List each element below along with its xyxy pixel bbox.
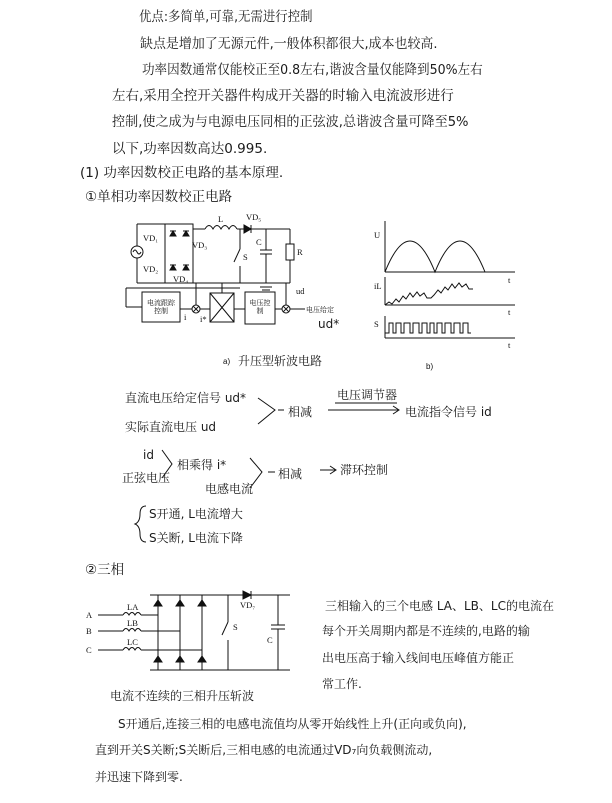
three-phase-caption: 电流不连续的三相升压斩波 xyxy=(110,689,255,703)
istar-signal-label: i* xyxy=(200,314,207,324)
flow1-op: 相减 xyxy=(288,405,313,419)
wave-t-label-1: t xyxy=(508,275,511,285)
flow2-id: id xyxy=(143,448,154,462)
la-label: LA xyxy=(127,602,139,612)
flow2-hysteresis: 滞环控制 xyxy=(340,463,389,477)
flow2-multiply: 相乘得 i* xyxy=(177,458,227,472)
flow1-output: 电流指令信号 id xyxy=(405,405,492,419)
switch-on-state: S开通, L电流增大 xyxy=(149,507,243,521)
wave-t-label-3: t xyxy=(508,340,511,350)
figure-b-caption: b) xyxy=(426,362,434,371)
wave-il-label: iL xyxy=(374,281,382,291)
vd1-label: VD₁ xyxy=(143,233,159,243)
wave-s-label: S xyxy=(374,319,379,329)
section-heading-1: (1) 功率因数校正电路的基本原理. xyxy=(80,165,284,181)
figure-a-handwritten-caption: 升压型斩波电路 xyxy=(238,354,323,368)
current-control-block-label: 电流跟踪控制 xyxy=(147,300,175,316)
vd3-label: VD₃ xyxy=(192,240,208,250)
vd7-label: VD₇ xyxy=(240,600,256,610)
text-line-p1-3: 功率因数通常仅能校正至0.8左右,谐波含量仅能降到50%左右 xyxy=(142,62,483,78)
vd5-label: VD₅ xyxy=(246,212,262,222)
lb-label: LB xyxy=(127,618,138,628)
bottom-line-2: 直到开关S关断;S关断后,三相电感的电流通过VD₇向负载侧流动, xyxy=(95,743,433,757)
flow2-inductor-current: 电感电流 xyxy=(205,482,254,496)
notes-right-2: 每个开关周期内都是不连续的,电路的输 xyxy=(322,624,530,638)
three-phase-capacitor-label: C xyxy=(267,635,273,645)
wave-t-label-2: t xyxy=(508,307,511,317)
bottom-line-3: 并迅速下降到零. xyxy=(95,770,183,784)
i-signal-label: i xyxy=(184,312,187,322)
three-phase-switch-label: S xyxy=(233,622,238,632)
wave-u-label: U xyxy=(374,230,381,240)
phase-b-label: B xyxy=(86,626,92,636)
phase-a-label: A xyxy=(86,610,93,620)
vd4-label: VD₄ xyxy=(173,274,189,284)
switch-off-state: S关断, L电流下降 xyxy=(149,531,243,545)
text-line-p1-1: 优点:多简单,可靠,无需进行控制 xyxy=(139,9,313,25)
inductor-label: L xyxy=(218,214,224,224)
flow2-sine-voltage: 正弦电压 xyxy=(122,471,171,485)
vd2-label: VD₂ xyxy=(143,264,159,274)
flow1-result: 电压调节器 xyxy=(337,388,398,402)
subsection-heading-single-phase: ①单相功率因数校正电路 xyxy=(85,189,233,205)
text-line-p1-6: 以下,功率因数高达0.995. xyxy=(112,141,268,157)
notes-right-4: 常工作. xyxy=(322,677,362,691)
notes-right-3: 出电压高于输入线间电压峰值方能正 xyxy=(322,651,515,665)
text-line-p1-4: 左右,采用全控开关器件构成开关器的时输入电流波形进行 xyxy=(112,88,454,104)
voltage-control-block-label: 电压控制 xyxy=(249,300,271,316)
flow1-input1: 直流电压给定信号 ud* xyxy=(125,391,247,405)
notes-right-1: 三相输入的三个电感 LA、LB、LC的电流在 xyxy=(325,599,554,613)
text-line-p1-2: 缺点是增加了无源元件,一般体积都很大,成本也较高. xyxy=(140,36,438,52)
resistor-label: R xyxy=(297,247,303,257)
switch-label: S xyxy=(243,252,248,262)
flow1-input2: 实际直流电压 ud xyxy=(125,420,217,434)
subsection-heading-three-phase: ②三相 xyxy=(85,562,125,578)
phase-c-label: C xyxy=(86,645,92,655)
capacitor-label: C xyxy=(256,237,262,247)
flow2-subtract: 相减 xyxy=(278,467,303,481)
ud-star-handwritten: ud* xyxy=(318,317,340,331)
ud-label: ud xyxy=(296,286,305,296)
bottom-line-1: S开通后,连接三相的电感电流值均从零开始线性上升(正向或负向), xyxy=(118,717,467,731)
lc-label: LC xyxy=(127,637,138,647)
figure-a-caption: a) xyxy=(223,357,231,366)
voltage-setpoint-label: 电压给定 xyxy=(306,307,334,314)
text-line-p1-5: 控制,使之成为与电源电压同相的正弦波,总谐波含量可降至5% xyxy=(112,114,469,130)
